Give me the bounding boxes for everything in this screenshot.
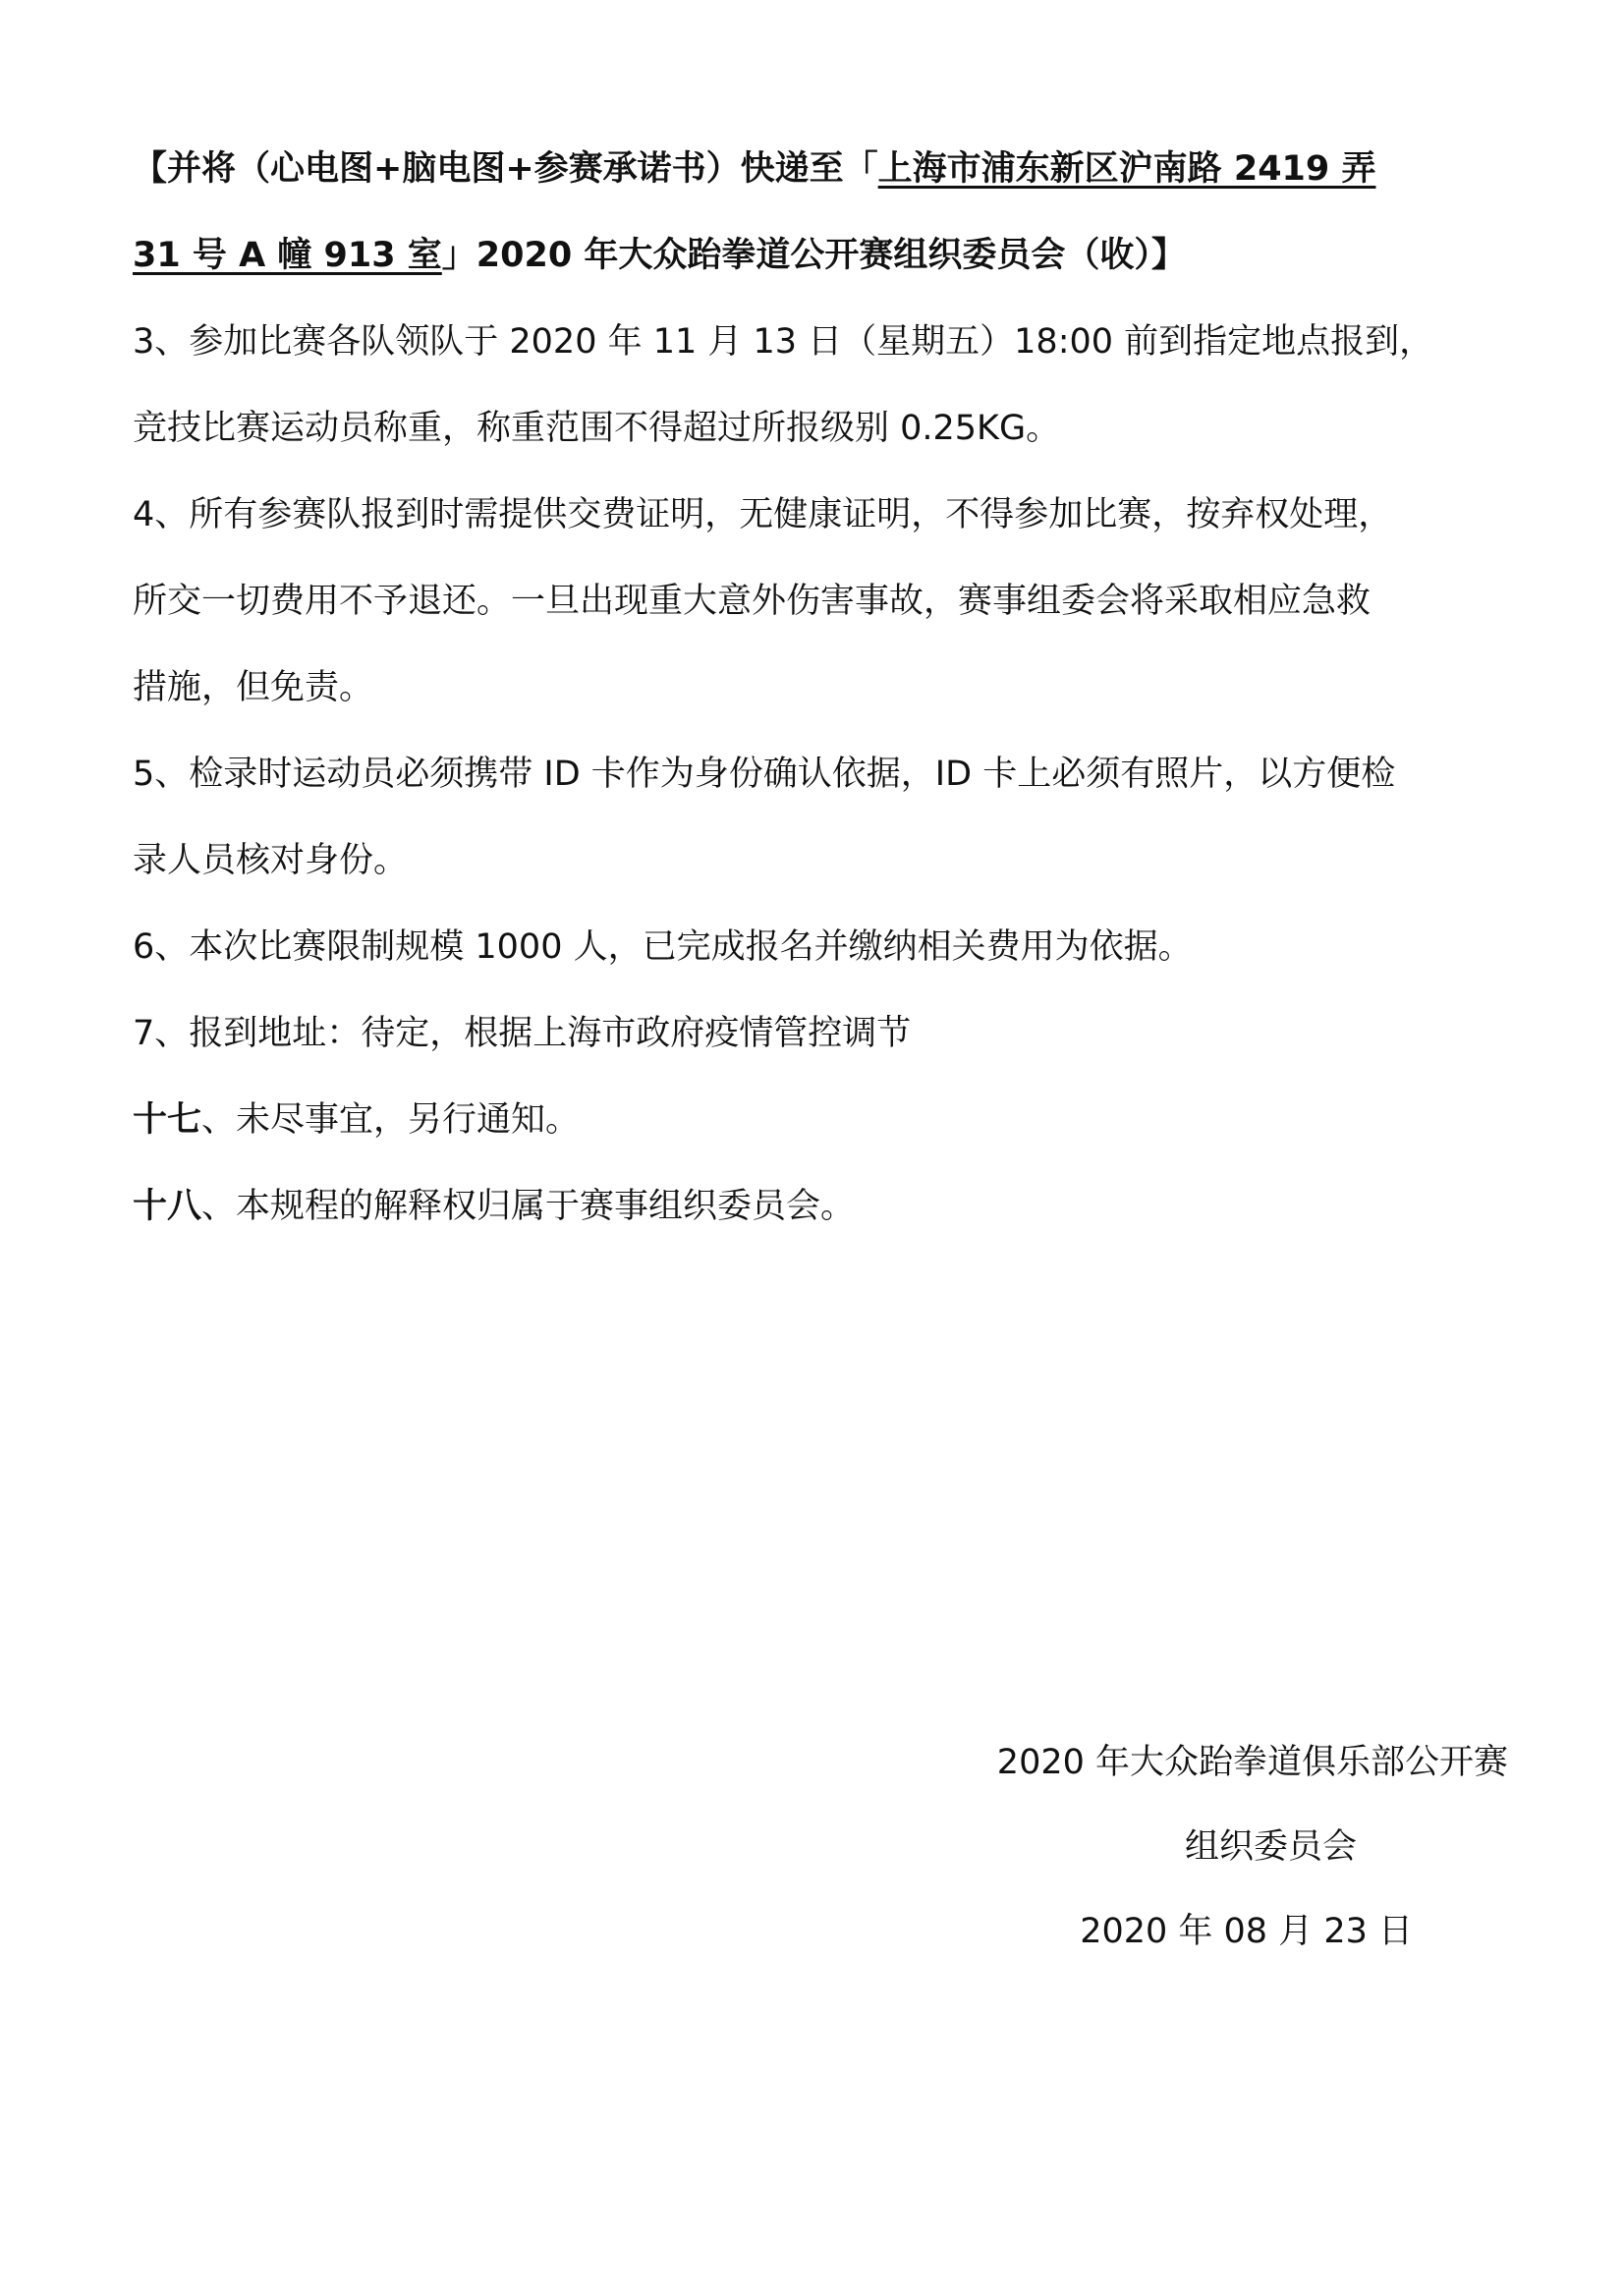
signature-date: 2020 年 08 月 23 日 xyxy=(1080,1912,1413,1951)
mailing-address-part-1: 上海市浦东新区沪南路 2419 弄 xyxy=(877,149,1376,189)
signature-committee: 组织委员会 xyxy=(1184,1827,1357,1867)
section-18-label: 十八 xyxy=(133,1187,202,1226)
section-17-label: 十七 xyxy=(133,1100,202,1140)
item-3-line-2: 竞技比赛运动员称重，称重范围不得超过所报级别 0.25KG。 xyxy=(133,409,1061,448)
item-4-line-2: 所交一切费用不予退还。一旦出现重大意外伤害事故，赛事组委会将采取相应急救 xyxy=(133,582,1372,621)
document-body xyxy=(133,126,1508,1250)
item-5-line-2: 录人员核对身份。 xyxy=(133,841,409,880)
mailing-instruction-prefix: 【并将（心电图+脑电图+参赛承诺书）快递至「 xyxy=(133,149,878,189)
item-3-line-1: 3、参加比赛各队领队于 2020 年 11 月 13 日（星期五）18:00 前到指定地点报到， xyxy=(133,322,1434,362)
item-5-line-1: 5、检录时运动员必须携带 ID 卡作为身份确认依据，ID 卡上必须有照片，以方便检 xyxy=(133,755,1396,794)
mailing-instruction-line-2 xyxy=(133,212,1508,299)
signature-organization: 2020 年大众跆拳道俱乐部公开赛 xyxy=(996,1743,1508,1782)
section-18-text: 、本规程的解释权归属于赛事组织委员会。 xyxy=(201,1187,856,1226)
section-17 xyxy=(133,1077,1508,1163)
mailing-recipient: 」2020 年大众跆拳道公开赛组织委员会（收）】 xyxy=(441,236,1186,275)
item-6: 6、本次比赛限制规模 1000 人，已完成报名并缴纳相关费用为依据。 xyxy=(133,927,1193,967)
item-4-line-3: 措施，但免责。 xyxy=(133,668,374,707)
item-7: 7、报到地址：待定，根据上海市政府疫情管控调节 xyxy=(133,1014,912,1053)
section-17-text: 、未尽事宜，另行通知。 xyxy=(201,1100,581,1140)
section-18 xyxy=(133,1163,1508,1250)
mailing-address-part-2: 31 号 A 幢 913 室 xyxy=(133,236,442,275)
item-4-line-1: 4、所有参赛队报到时需提供交费证明，无健康证明，不得参加比赛，按弃权处理， xyxy=(133,495,1393,534)
mailing-instruction-line-1 xyxy=(133,126,1508,212)
